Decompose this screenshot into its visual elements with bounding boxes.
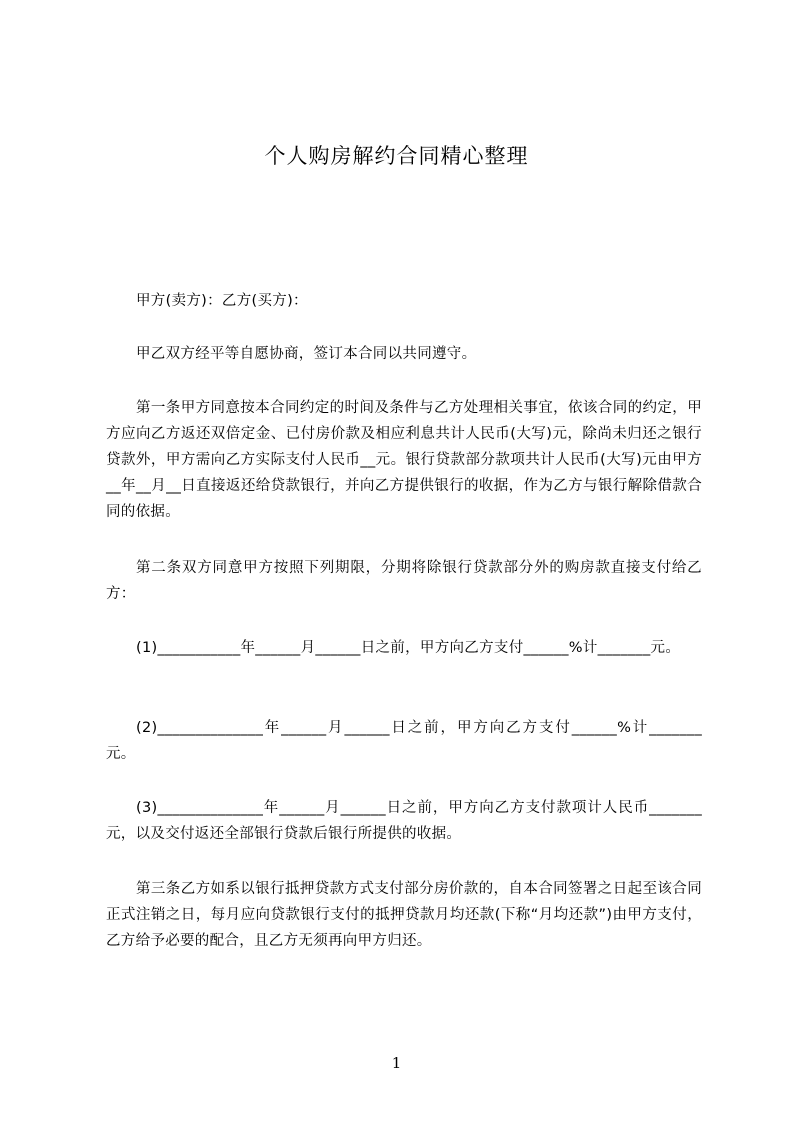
document-title: 个人购房解约合同精心整理 bbox=[264, 144, 529, 168]
page-number: 1 bbox=[391, 1054, 402, 1072]
article-3-paragraph: 第三条乙方如系以银行抵押贷款方式支付部分房价款的，自本合同签署之日起至该合同正式注销之日，每月应向贷款银行支付的抵押贷款月均还款(下称“月均还款”)由甲方支付，乙方给予必要的配合，且乙方无须再向甲方归还。 bbox=[106, 881, 702, 949]
installment-item-3: (3)______________年______月______日之前，甲方向乙方支付款项计人民币_______元，以及交付返还全部银行贷款后银行所提供的收据。 bbox=[106, 800, 702, 842]
article-1-paragraph: 第一条甲方同意按本合同约定的时间及条件与乙方处理相关事宜，依该合同的约定，甲方应向乙方返还双倍定金、已付房价款及相应利息共计人民币(大写)元，除尚未归还之银行贷款外，甲方需向乙方实际支付人民币__元。银行贷款部分款项共计人民币(大写)元由甲方__年__月__日直接返还给贷款银行，并向乙方提供银行的收据，作为乙方与银行解除借款合同的依据。 bbox=[106, 400, 702, 520]
installment-item-1: (1)___________年______月______日之前，甲方向乙方支付______%计_______元。 bbox=[136, 640, 681, 656]
installment-item-2: (2)______________年______月______日之前，甲方向乙方支付______%计_______元。 bbox=[106, 720, 702, 762]
parties-paragraph: 甲方(卖方)：乙方(买方)： bbox=[136, 293, 308, 309]
intro-paragraph: 甲乙双方经平等自愿协商，签订本合同以共同遵守。 bbox=[136, 346, 477, 362]
article-2-paragraph: 第二条双方同意甲方按照下列期限，分期将除银行贷款部分外的购房款直接支付给乙方： bbox=[106, 560, 702, 602]
